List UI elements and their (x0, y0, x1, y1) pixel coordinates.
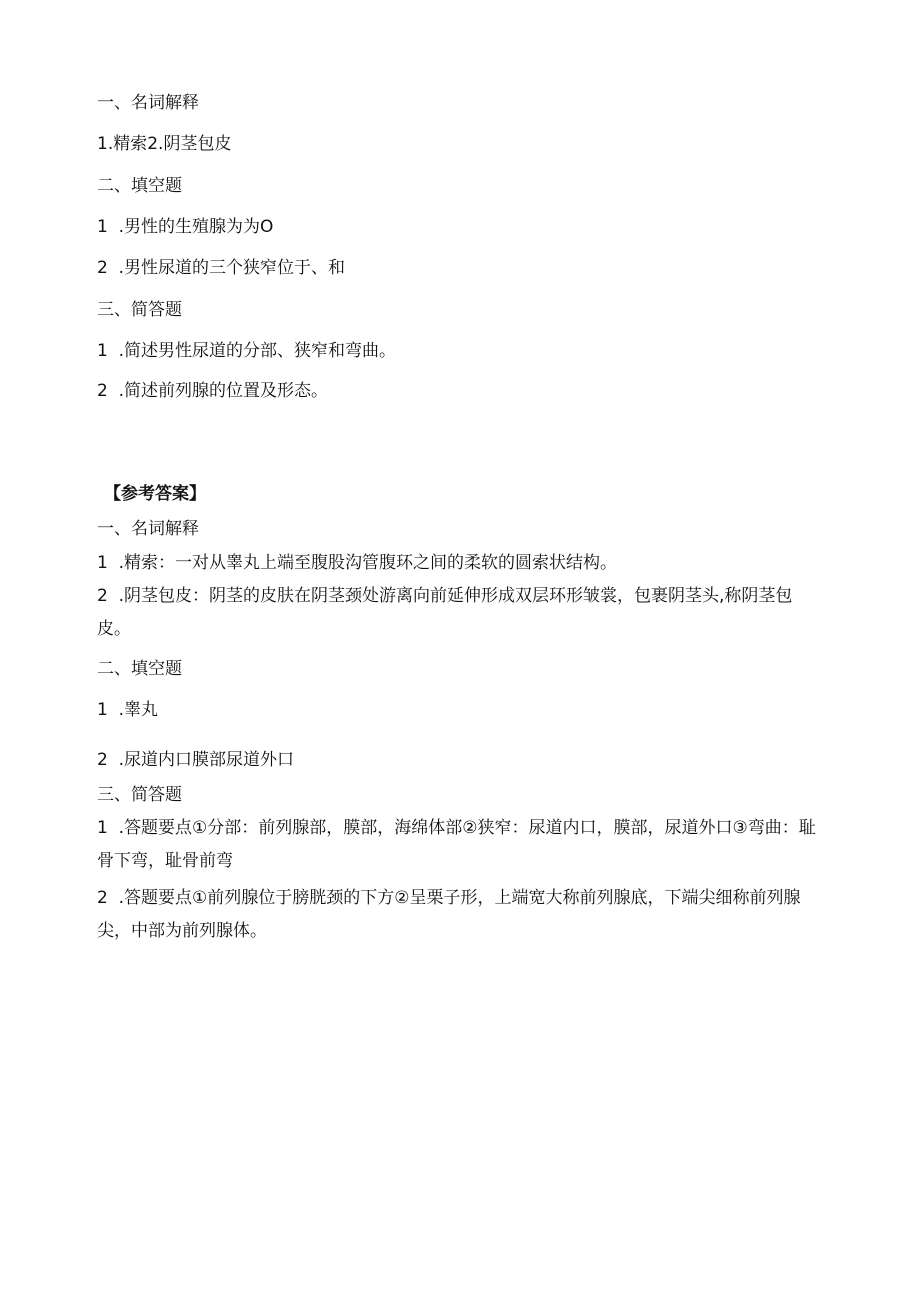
answer-section-short: 三、简答题 (97, 785, 182, 805)
section-heading-terms: 一、名词解释 (97, 93, 199, 113)
answer-short-1: 1 .答题要点①分部：前列腺部，膜部，海绵体部②狭窄：尿道内口，膜部，尿道外口③弯曲：耻骨下弯，耻骨前弯 (97, 818, 816, 871)
section-heading-short: 三、简答题 (97, 300, 182, 320)
answer-definition-2: 2 .阴茎包皮：阴茎的皮肤在阴茎颈处游离向前延伸形成双层环形皱裳，包裹阴茎头,称阴茎包皮。 (97, 586, 793, 639)
answer-section-terms: 一、名词解释 (97, 519, 199, 539)
answer-fill-1: 1 .睾丸 (97, 700, 159, 720)
fill-question-1: 1 .男性的生殖腺为为O (97, 217, 274, 237)
terms-list: 1.精索2.阴茎包皮 (97, 134, 232, 154)
short-question-1: 1 .简述男性尿道的分部、狭窄和弯曲。 (97, 341, 397, 361)
short-question-2: 2 .简述前列腺的位置及形态。 (97, 381, 329, 401)
answer-fill-2: 2 .尿道内口膜部尿道外口 (97, 750, 295, 770)
answer-definition-1: 1 .精索：一对从睾丸上端至腹股沟管腹环之间的柔软的圆索状结构。 (97, 553, 618, 573)
section-heading-fill: 二、填空题 (97, 176, 182, 196)
answer-section-fill: 二、填空题 (97, 659, 182, 679)
answer-short-2: 2 .答题要点①前列腺位于膀胱颈的下方②呈栗子形，上端宽大称前列腺底，下端尖细称前列腺尖，中部为前列腺体。 (97, 888, 801, 941)
fill-question-2: 2 .男性尿道的三个狭窄位于、和 (97, 258, 346, 278)
answers-heading: 【参考答案】 (104, 484, 206, 504)
